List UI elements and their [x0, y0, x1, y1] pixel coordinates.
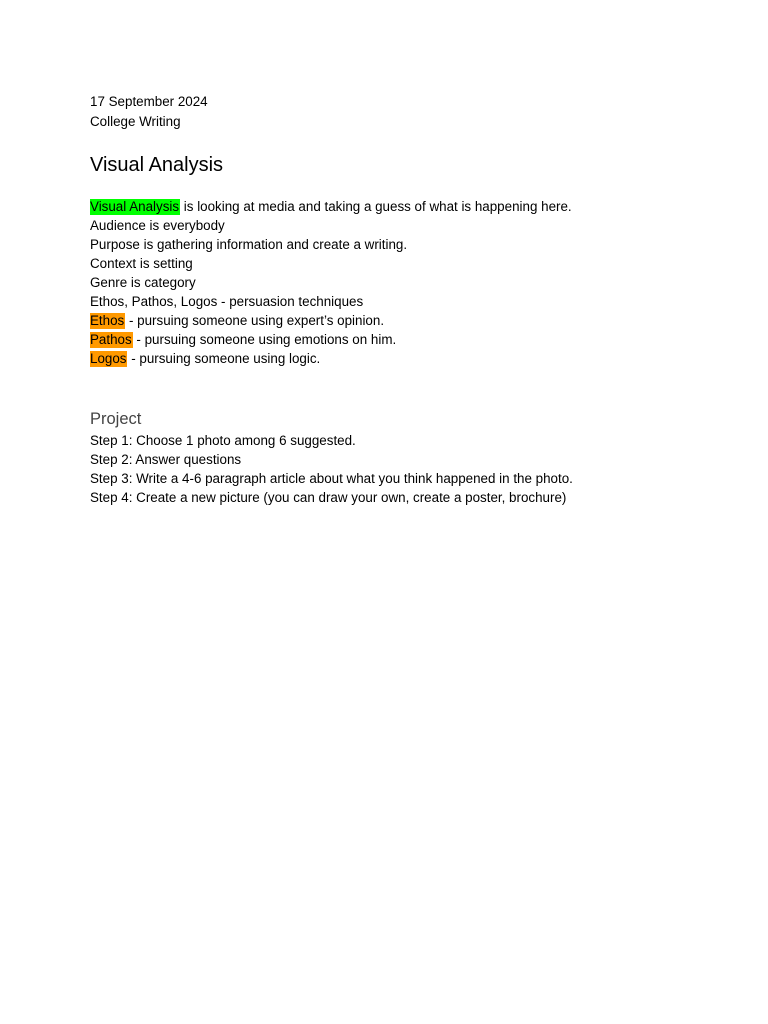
project-step: Step 4: Create a new picture (you can draw your own, create a poster, brochure): [90, 490, 567, 505]
genre-line: Genre is category: [90, 275, 196, 290]
project-step: Step 1: Choose 1 photo among 6 suggested.: [90, 433, 356, 448]
highlighted-term-ethos: Ethos: [90, 313, 125, 328]
project-step: Step 3: Write a 4-6 paragraph article about what you think happened in the photo.: [90, 471, 573, 486]
pathos-text: - pursuing someone using emotions on him.: [132, 332, 397, 347]
course-line: College Writing: [90, 113, 181, 129]
project-heading: Project: [90, 410, 142, 428]
audience-line: Audience is everybody: [90, 218, 225, 233]
definition-text: is looking at media and taking a guess of what is happening here.: [180, 199, 572, 214]
project-step: Step 2: Answer questions: [90, 452, 242, 467]
document-title: Visual Analysis: [90, 154, 224, 176]
techniques-line: Ethos, Pathos, Logos - persuasion techniques: [90, 294, 364, 309]
document-page: [90, 92, 730, 507]
definition-line: [90, 197, 730, 216]
context-line: Context is setting: [90, 256, 193, 271]
highlighted-term-pathos: Pathos: [90, 332, 132, 347]
pathos-line: [90, 330, 730, 349]
highlighted-term-logos: Logos: [90, 351, 127, 366]
purpose-line: Purpose is gathering information and create a writing.: [90, 237, 408, 252]
date-line: 17 September 2024: [90, 94, 208, 109]
highlighted-term-visual-analysis: Visual Analysis: [90, 199, 180, 214]
logos-line: [90, 349, 730, 368]
logos-text: - pursuing someone using logic.: [127, 351, 321, 366]
ethos-text: - pursuing someone using expert’s opinion.: [125, 313, 385, 328]
ethos-line: [90, 311, 730, 330]
